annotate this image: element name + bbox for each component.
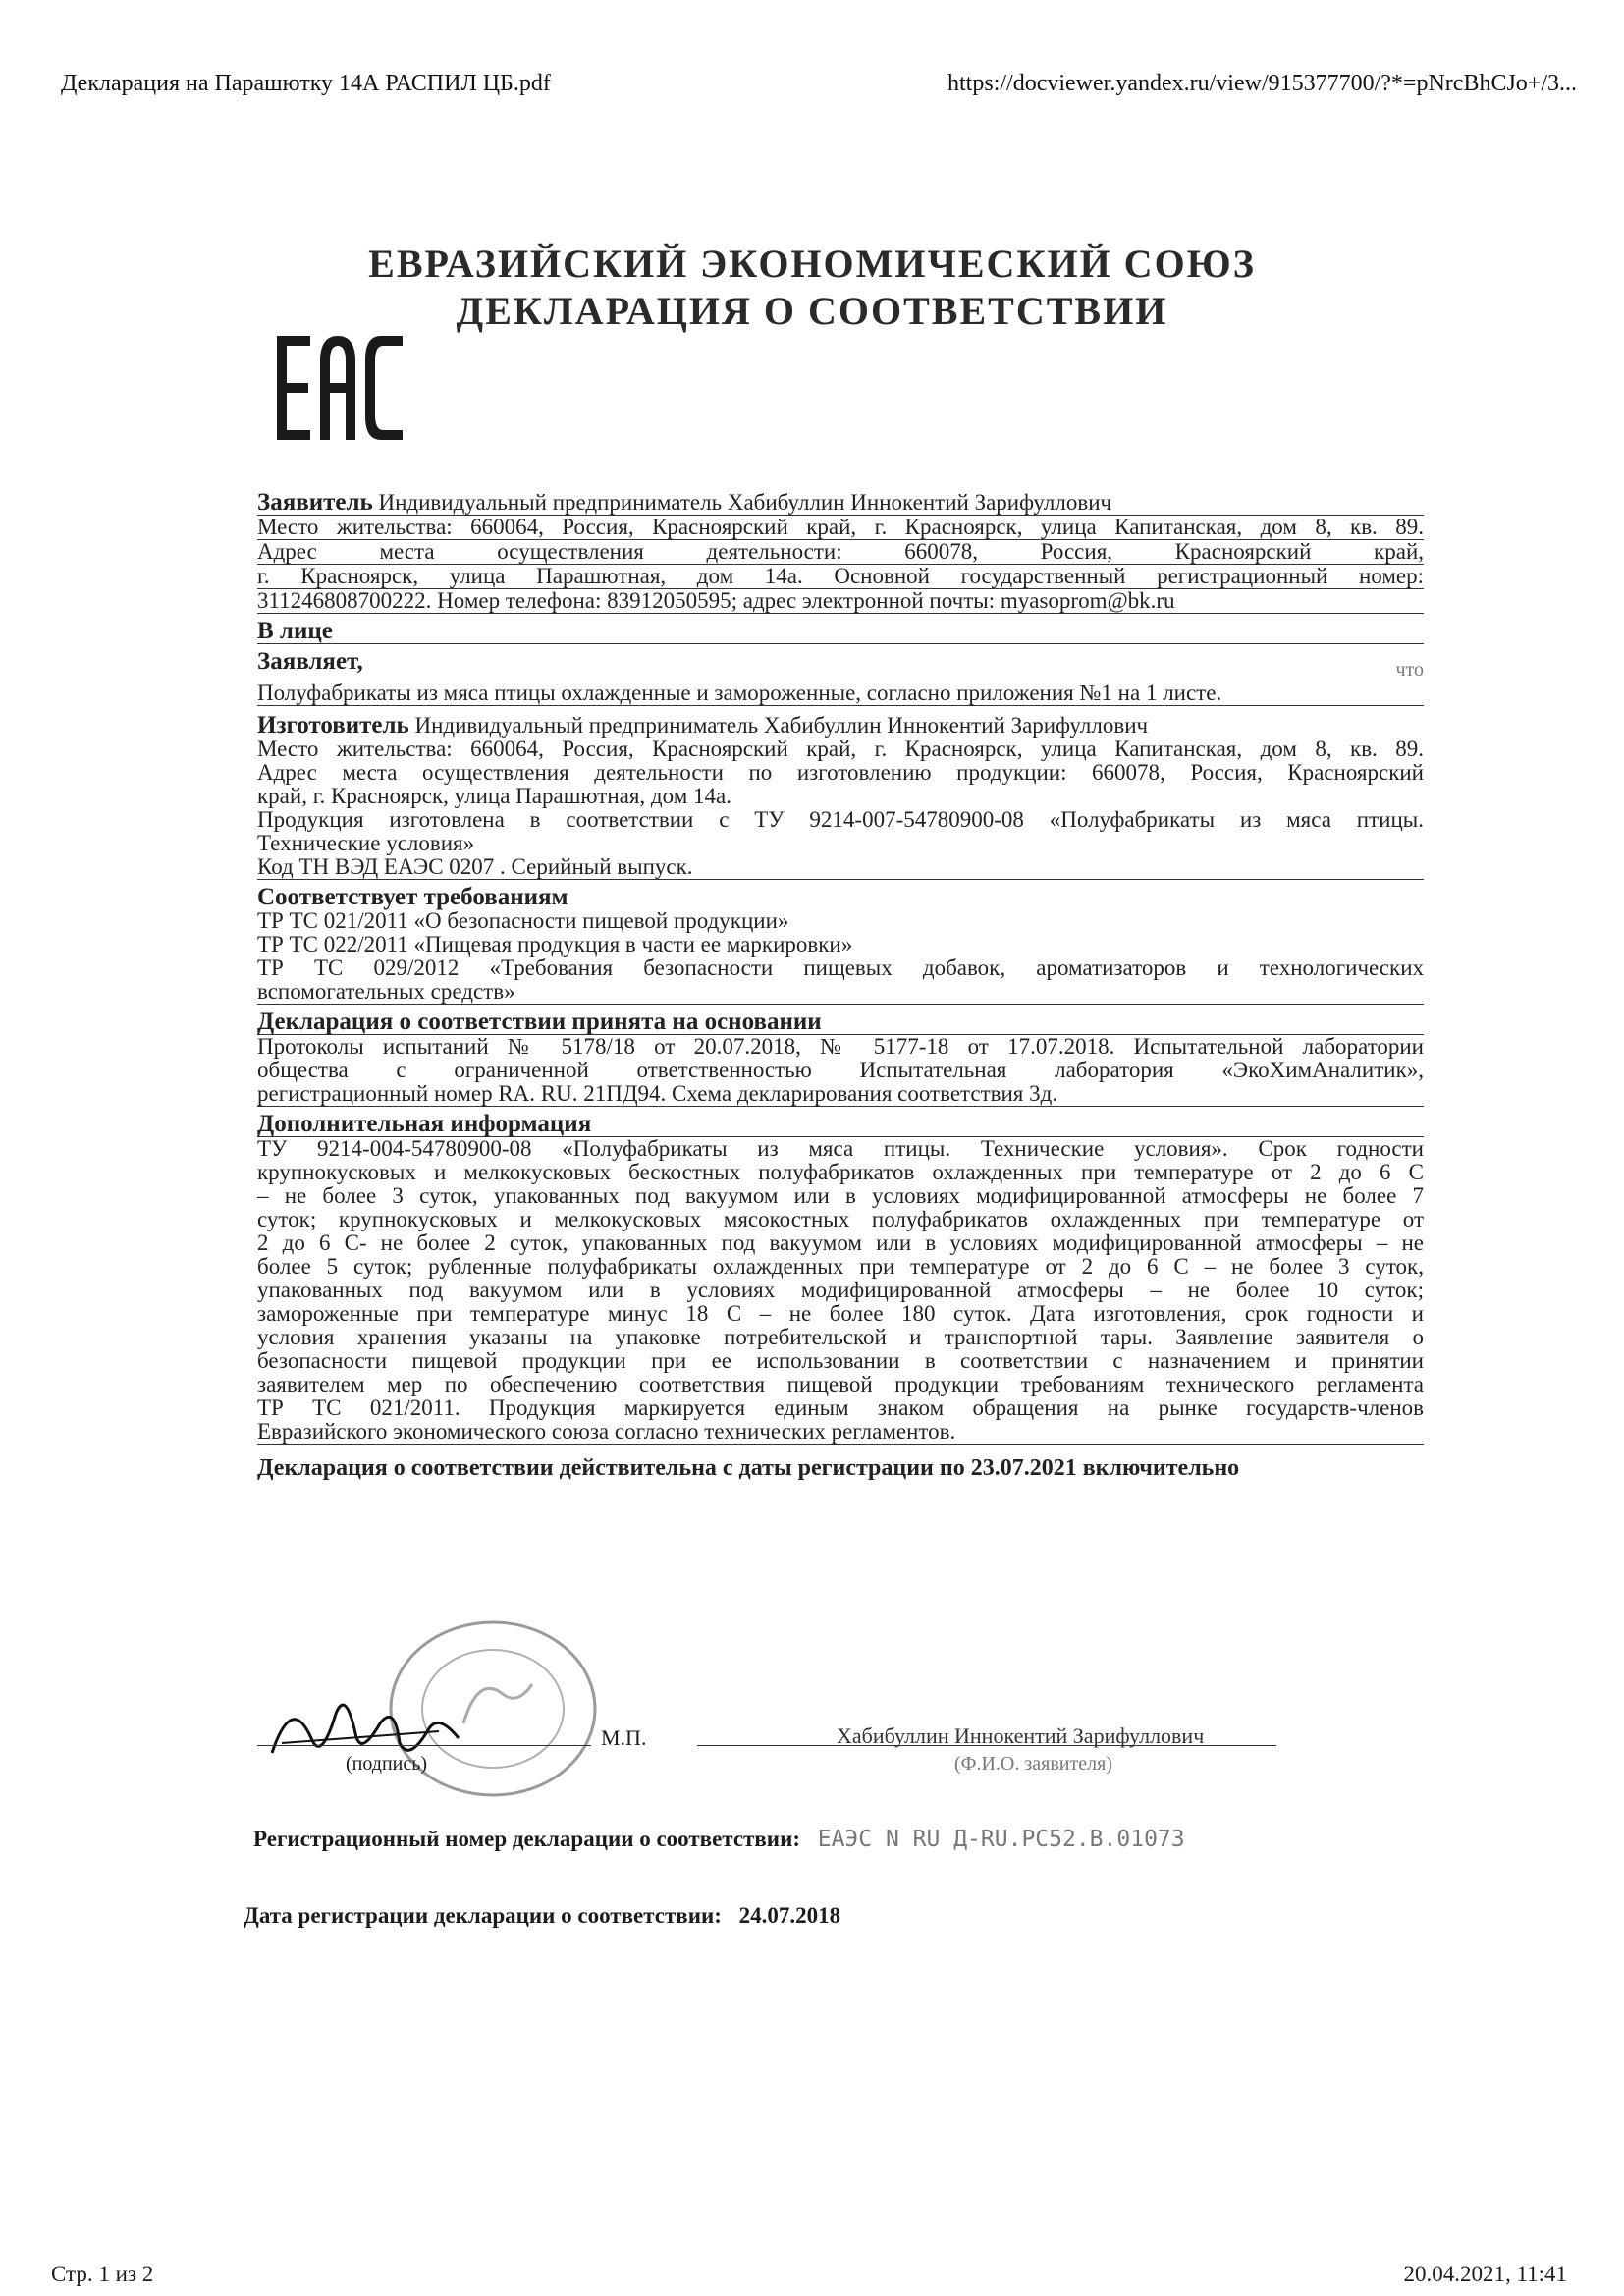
additional-line: крупнокусковых и мелкокусковых бескостных полуфабрикатов охлажденных при температуре от 2 до 6 С: [257, 1160, 1424, 1184]
manufacturer-label: Изготовитель: [257, 712, 409, 738]
stamp-mark-label: М.П.: [601, 1725, 647, 1750]
applicant-address-2: г. Красноярск, улица Парашютная, дом 14а. Основной государственный регистрационный номер:: [257, 564, 1424, 588]
registration-number-value: ЕАЭС N RU Д-RU.РС52.В.01073: [817, 1827, 1185, 1852]
applicant-address-1: Адрес места осуществления деятельности: 660078, Россия, Красноярский край,: [257, 539, 1424, 564]
basis-line-1: Протоколы испытаний № 5178/18 от 20.07.2018, № 5177-18 от 17.07.2018. Испытательной лаборатории: [257, 1034, 1424, 1059]
declares-block: [257, 650, 1424, 706]
registration-date-row: [244, 1903, 840, 1929]
additional-line: ТУ 9214-004-54780900-08 «Полуфабрикаты из мяса птицы. Технические условия». Срок годности: [257, 1136, 1424, 1161]
additional-line: более 5 суток; рубленные полуфабрикаты охлажденных при температуре от 2 до 6 С – не более 3 суток,: [257, 1254, 1424, 1279]
additional-line: – не более 3 суток, упакованных под вакуумом или в условиях модифицированной атмосферы не более 7: [257, 1183, 1424, 1208]
manufacturer-address-2: край, г. Красноярск, улица Парашютная, дом 14а.: [257, 784, 731, 808]
declares-label: Заявляет,: [257, 648, 363, 675]
additional-label: Дополнительная информация: [257, 1113, 1424, 1137]
requirement-2: ТР ТС 022/2011 «Пищевая продукция в части ее маркировки»: [257, 932, 853, 957]
applicant-label: Заявитель: [257, 489, 373, 516]
declares-suffix: что: [1395, 659, 1424, 681]
additional-line: суток; крупнокусковых и мелкокусковых мясокостных полуфабрикатов охлажденных при температуре от: [257, 1207, 1424, 1231]
manufacturer-name: Индивидуальный предприниматель Хабибуллин Иннокентий Зарифуллович: [414, 713, 1149, 738]
additional-line: ТР ТС 021/2011. Продукция маркируется единым знаком обращения на рынке государств-членов: [257, 1395, 1424, 1420]
additional-line: 2 до 6 С- не более 2 суток, упакованных под вакуумом или в условиях модифицированной атмосферы – не: [257, 1230, 1424, 1255]
requirement-3b: вспомогательных средств»: [257, 980, 1424, 1005]
signature-line: [257, 1745, 591, 1746]
additional-line: безопасности пищевой продукции при ее использовании в соответствии с назначением и принятии: [257, 1348, 1424, 1373]
manufacturer-block: [257, 714, 1424, 880]
union-title: ЕВРАЗИЙСКИЙ ЭКОНОМИЧЕСКИЙ СОЮЗ: [368, 242, 1256, 286]
requirements-block: [257, 886, 1424, 1005]
additional-line: замороженные при температуре минус 18 С – не более 180 суток. Дата изготовления, срок годности и: [257, 1301, 1424, 1326]
in-person-text: В лице: [257, 618, 333, 644]
registration-date-value: 24.07.2018: [738, 1903, 841, 1928]
name-caption: (Ф.И.О. заявителя): [954, 1753, 1112, 1775]
page-number: Стр. 1 из 2: [51, 2262, 154, 2286]
basis-label: Декларация о соответствии принята на основании: [257, 1011, 1424, 1035]
additional-line: заявителем мер по обеспечению соответствия пищевой продукции требованиям технического регламента: [257, 1372, 1424, 1396]
manufacturer-produced-1: Продукция изготовлена в соответствии с ТУ 9214-007-54780900-08 «Полуфабрикаты из мяса птицы.: [257, 807, 1424, 832]
declaration-title: ДЕКЛАРАЦИЯ О СООТВЕТСТВИИ: [456, 289, 1168, 333]
requirements-label: Соответствует требованиям: [257, 884, 568, 910]
applicant-address-3: 311246808700222. Номер телефона: 83912050595; адрес электронной почты: myasoprom@bk.ru: [257, 589, 1424, 614]
document-title: Декларация на Парашютку 14А РАСПИЛ ЦБ.pdf: [61, 71, 551, 96]
registration-number-label: Регистрационный номер декларации о соответствии:: [253, 1827, 800, 1851]
additional-block: [257, 1113, 1424, 1445]
basis-line-2: общества с ограниченной ответственностью Испытательная лаборатория «ЭкоХимАналитик»,: [257, 1058, 1424, 1082]
manufacturer-produced-2: Технические условия»: [257, 831, 475, 855]
applicant-name: Индивидуальный предприниматель Хабибуллин Иннокентий Зарифуллович: [378, 490, 1112, 515]
registration-number-row: [253, 1827, 1185, 1852]
requirement-3a: ТР ТС 029/2012 «Требования безопасности пищевых добавок, ароматизаторов и технологических: [257, 956, 1424, 980]
manufacturer-residence: Место жительства: 660064, Россия, Красноярский край, г. Красноярск, улица Капитанская, дом 8, кв. 89.: [257, 737, 1424, 761]
requirement-1: ТР ТС 021/2011 «О безопасности пищевой продукции»: [257, 908, 789, 933]
additional-last-line: Евразийского экономического союза согласно технических регламентов.: [257, 1420, 1424, 1445]
declared-product: Полуфабрикаты из мяса птицы охлажденные и замороженные, согласно приложения №1 на 1 листе.: [257, 682, 1424, 706]
eac-logo: [277, 334, 405, 442]
declaration-body: [257, 491, 1424, 1480]
document-url: https://docviewer.yandex.ru/view/915377700/?*=pNrcBhCJo+/3...: [947, 71, 1577, 96]
applicant-residence: Место жительства: 660064, Россия, Красноярский край, г. Красноярск, улица Капитанская, дом 8, кв. 89.: [257, 515, 1424, 539]
in-person-label: [257, 620, 1424, 644]
validity-statement: Декларация о соответствии действительна с даты регистрации по 23.07.2021 включительно: [257, 1455, 1240, 1481]
signature-caption: (подпись): [346, 1753, 428, 1775]
basis-line-3: регистрационный номер RA. RU. 21ПД94. Схема декларирования соответствия 3д.: [257, 1082, 1424, 1107]
manufacturer-address-1: Адрес места осуществления деятельности по изготовлению продукции: 660078, Россия, Красноярский: [257, 760, 1424, 785]
applicant-block: [257, 491, 1424, 614]
signature-area: [257, 1684, 1426, 1812]
print-datetime: 20.04.2021, 11:41: [1403, 2262, 1567, 2286]
basis-block: [257, 1011, 1424, 1107]
additional-line: упакованных под вакуумом или в условиях модифицированной атмосферы – не более 10 суток;: [257, 1278, 1424, 1302]
manufacturer-code: Код ТН ВЭД ЕАЭС 0207 . Серийный выпуск.: [257, 855, 1424, 880]
signer-name: Хабибуллин Иннокентий Зарифуллович: [837, 1723, 1205, 1748]
registration-date-label: Дата регистрации декларации о соответствии:: [244, 1903, 722, 1928]
additional-line: условия хранения указаны на упаковке потребительской и транспортной тары. Заявление заявителя о: [257, 1325, 1424, 1349]
